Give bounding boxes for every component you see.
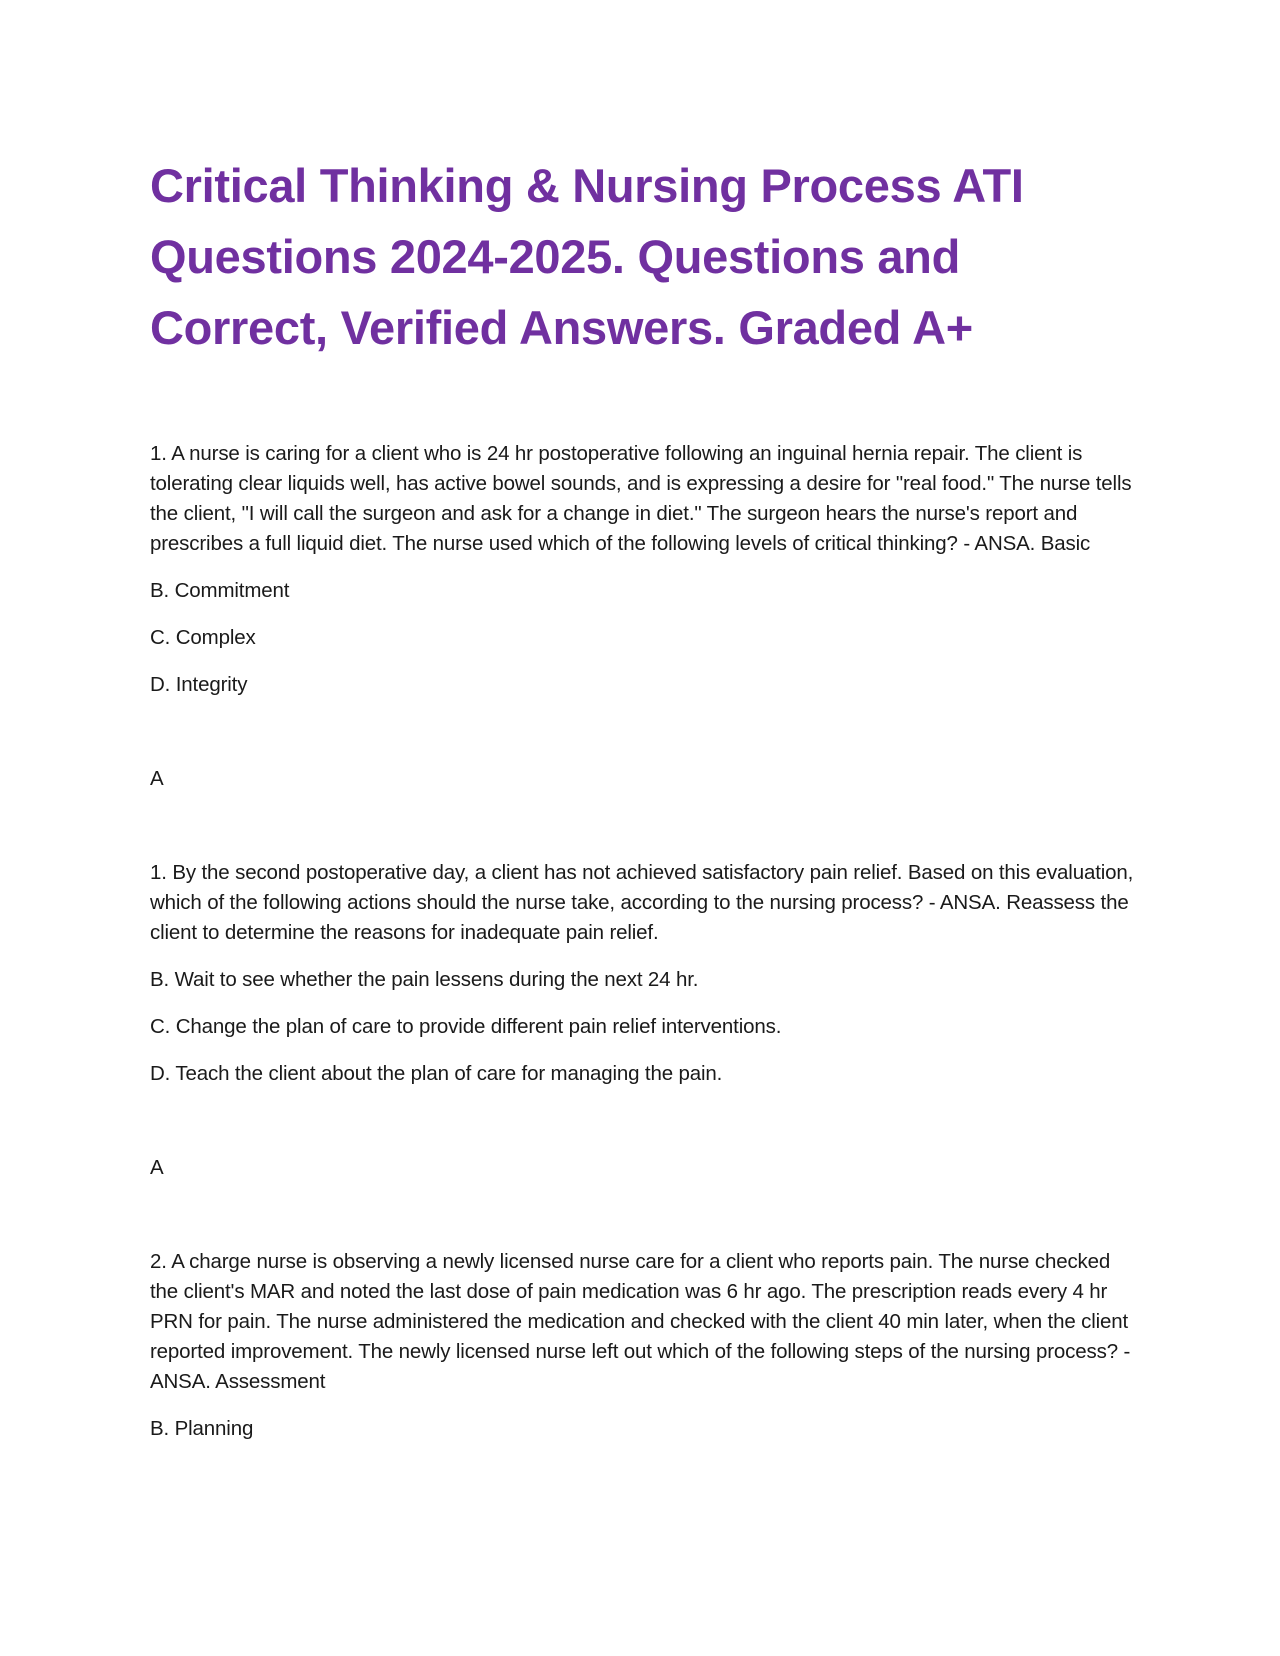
answer-option: B. Commitment — [150, 579, 290, 602]
document-title: Critical Thinking & Nursing Process ATI Questions 2024-2025. Questions and Correct, Verified Answers. Graded A+ — [150, 159, 1024, 354]
answer-option: D. Integrity — [150, 673, 248, 696]
question-block — [150, 439, 1140, 794]
answer-option: D. Teach the client about the plan of care for managing the pain. — [150, 1062, 723, 1085]
question-stem: 1. By the second postoperative day, a client has not achieved satisfactory pain relief. Based on this evaluation, which of the following actions should the nurse take, according to the nursing process? - ANSA. Reassess the client to determine the reasons for inadequate pain relief. — [150, 861, 1134, 944]
answer-option: B. Planning — [150, 1417, 254, 1440]
question-list — [150, 439, 1140, 1444]
question-stem: 2. A charge nurse is observing a newly licensed nurse care for a client who reports pain. The nurse checked the client's MAR and noted the last dose of pain medication was 6 hr ago. The prescription reads every 4 hr PRN for pain. The nurse administered the medication and checked with the client 40 min later, when the client reported improvement. The newly licensed nurse left out which of the following steps of the nursing process? - ANSA. Assessment — [150, 1250, 1131, 1393]
question-stem: 1. A nurse is caring for a client who is 24 hr postoperative following an inguinal hernia repair. The client is tolerating clear liquids well, has active bowel sounds, and is expressing a desire for "real food." The nurse tells the client, "I will call the surgeon and ask for a change in diet." The surgeon hears the nurse's report and prescribes a full liquid diet. The nurse used which of the following levels of critical thinking? - ANSA. Basic — [150, 442, 1132, 555]
correct-answer: A — [150, 1156, 164, 1179]
document-page — [150, 150, 1140, 1444]
question-block — [150, 858, 1140, 1183]
question-block — [150, 1247, 1140, 1444]
answer-option: B. Wait to see whether the pain lessens during the next 24 hr. — [150, 968, 699, 991]
answer-option: C. Change the plan of care to provide different pain relief interventions. — [150, 1015, 782, 1038]
answer-option: C. Complex — [150, 626, 256, 649]
correct-answer: A — [150, 767, 164, 790]
